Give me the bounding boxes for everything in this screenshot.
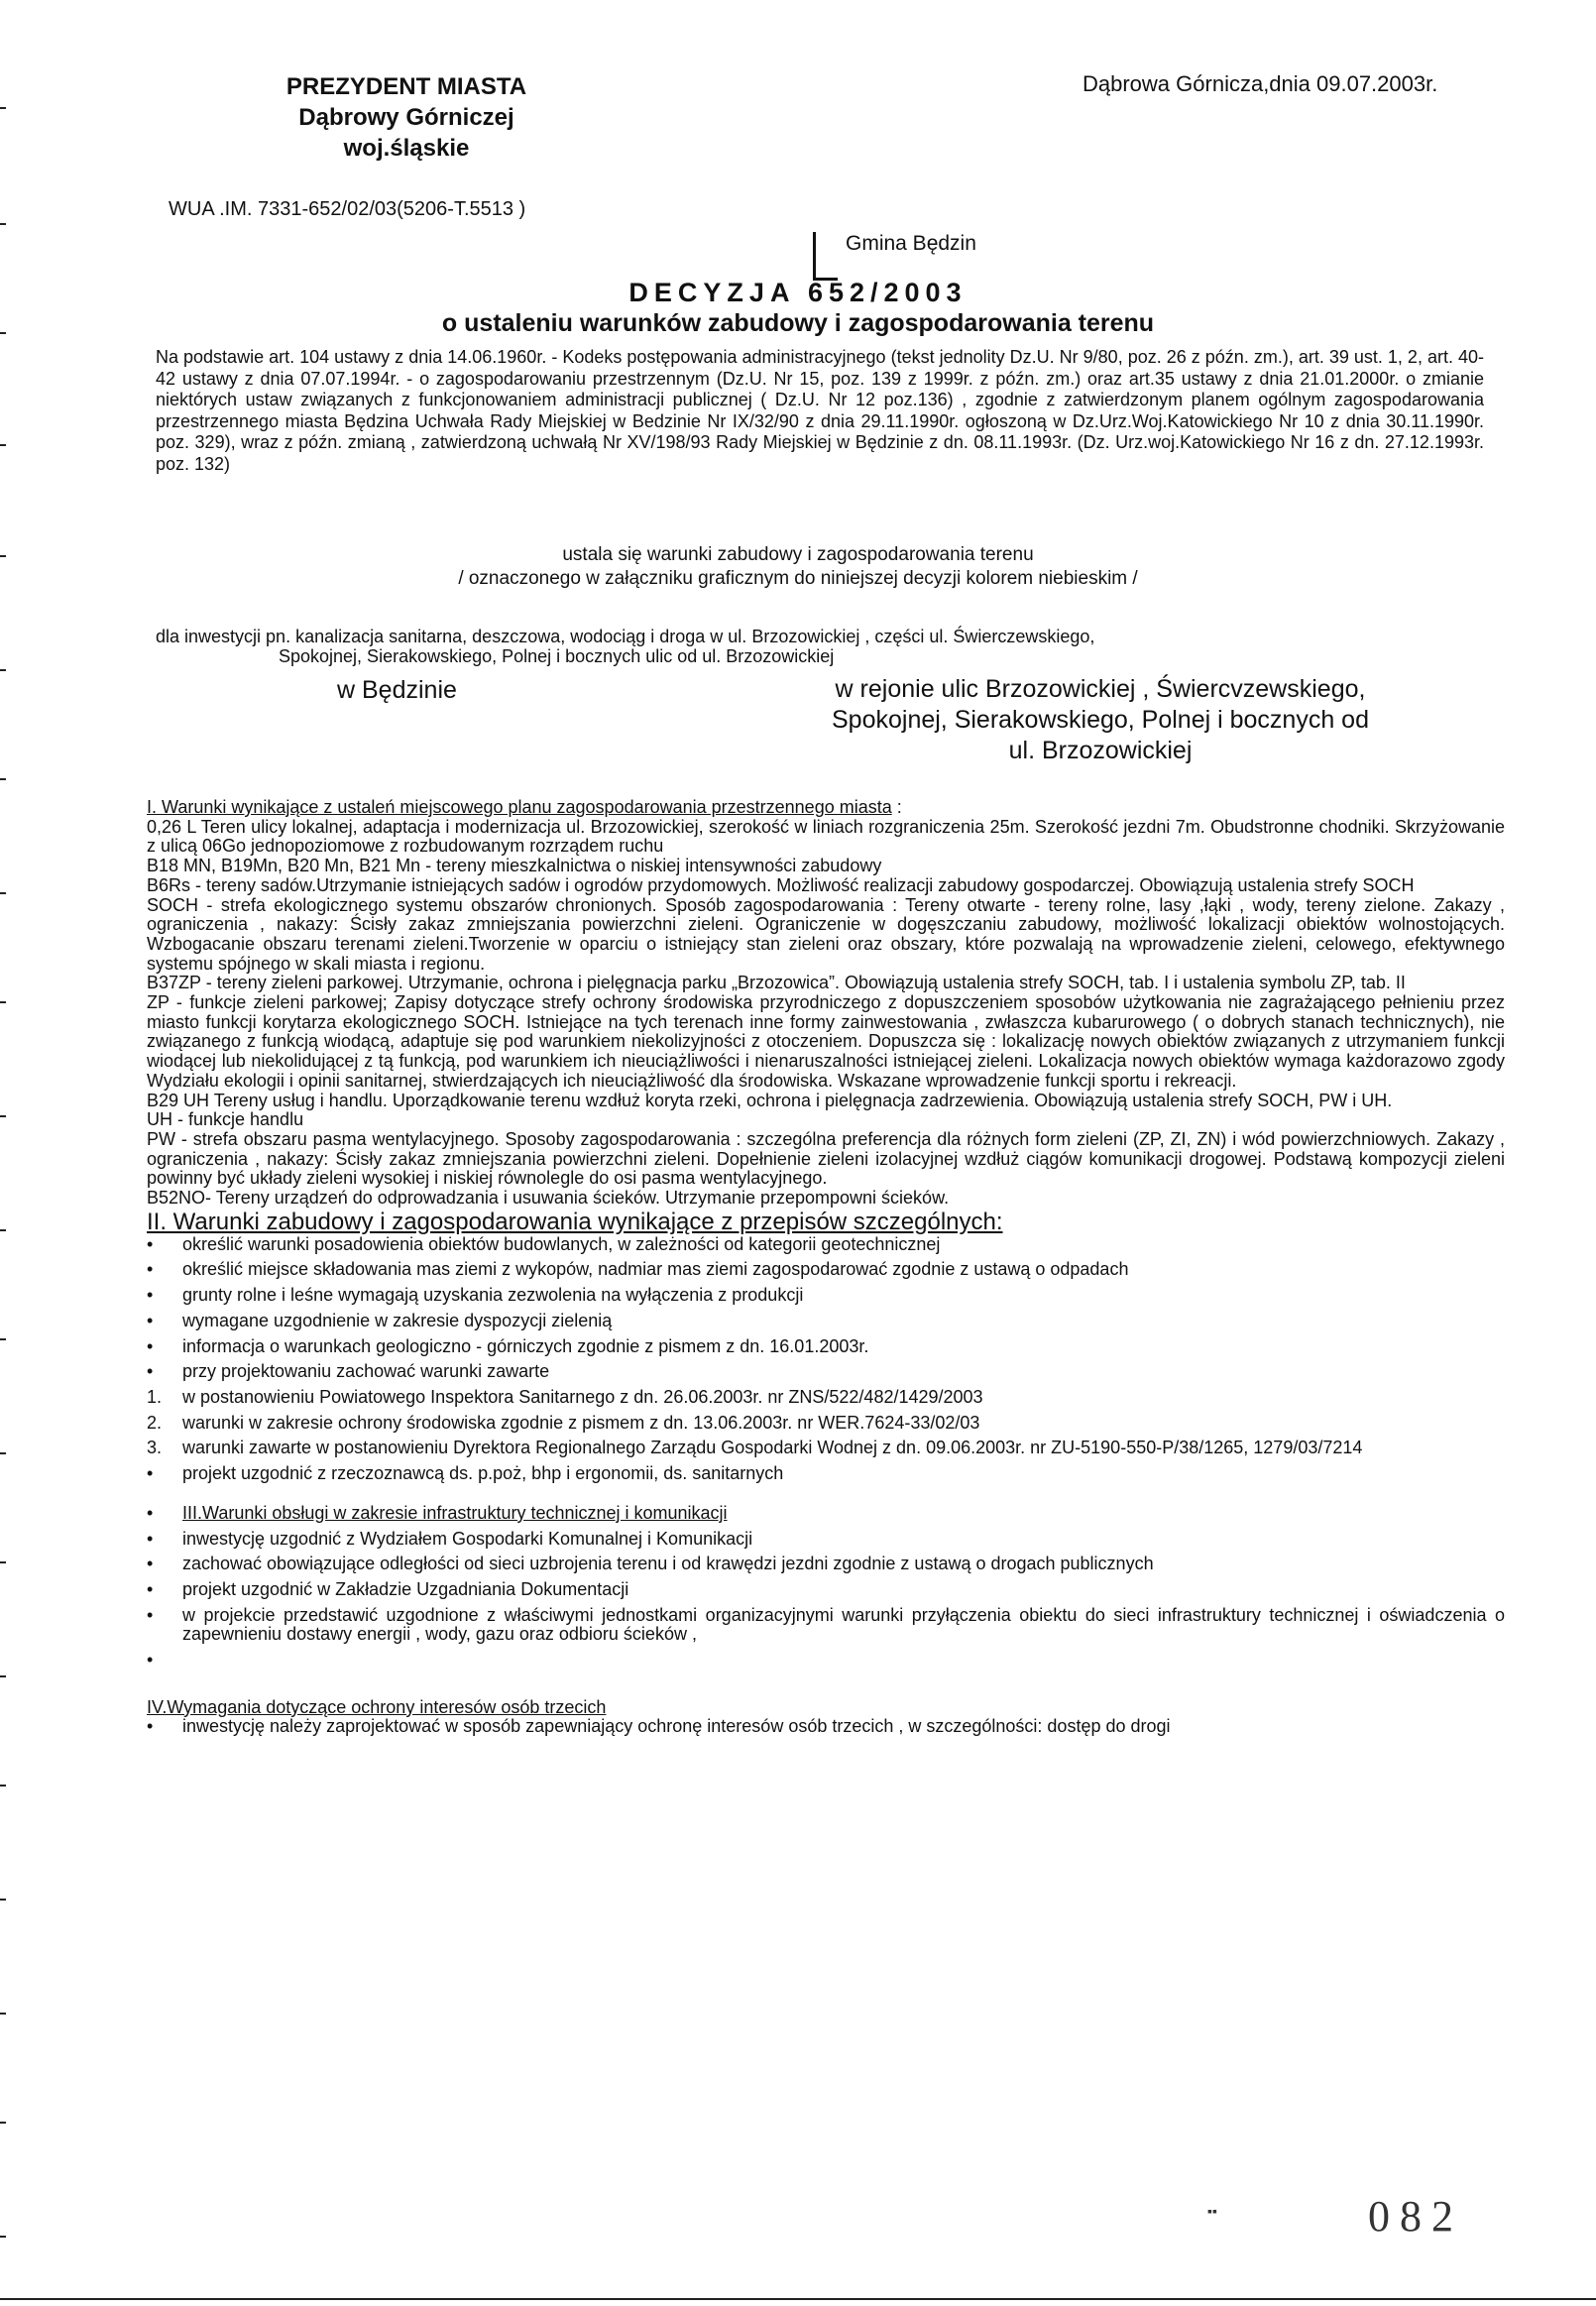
scan-edge-mark bbox=[0, 444, 6, 446]
numbered-item: 2. warunki w zakresie ochrony środowiska zgodnie z pismem z dn. 13.06.2003r. nr WER.7624-33/02/03 bbox=[147, 1412, 980, 1433]
section-4-title: IV.Wymagania dotyczące ochrony interesów osób trzecich bbox=[147, 1696, 607, 1717]
issuing-authority bbox=[188, 71, 625, 164]
list-item: • wymagane uzgodnienie w zakresie dyspozycji zielenią bbox=[147, 1312, 1505, 1331]
section-2 bbox=[147, 1209, 1505, 1484]
resolution-line-2: / oznaczonego w załączniku graficznym do niniejszej decyzji kolorem niebieskim / bbox=[458, 568, 1138, 589]
investment-city: w Będzinie bbox=[337, 676, 457, 704]
section-1-paragraph: B29 UH Tereny usług i handlu. Uporządkowanie terenu wzdłuż koryta rzeki, ochrona i pielęgnacja zadrzewienia. Obowiązują ustalenia strefy SOCH, PW i UH. bbox=[147, 1090, 1393, 1110]
scan-edge-mark bbox=[0, 1785, 6, 1787]
section-1-paragraph: B52NO- Tereny urządzeń do odprowadzania i usuwania ścieków. Utrzymanie przepompowni ścieków. bbox=[147, 1188, 950, 1209]
numbered-item: 3. warunki zawarte w postanowieniu Dyrektora Regionalnego Zarządu Gospodarki Wodnej z dn. 09.06.2003r. nr ZU-5190-550-P/38/1265, 1279/03/7214 bbox=[147, 1438, 1363, 1458]
scan-edge-mark bbox=[0, 778, 6, 780]
scan-edge-mark bbox=[0, 892, 6, 894]
list-item: • przy projektowaniu zachować warunki zawarte bbox=[147, 1362, 1505, 1382]
scan-edge-mark bbox=[0, 1561, 6, 1563]
scan-edge-mark bbox=[0, 555, 6, 557]
decision-title: DECYZJA 652/2003 bbox=[628, 278, 968, 307]
address-bracket-icon bbox=[813, 232, 838, 281]
list-item: • określić miejsce składowania mas ziemi z wykopów, nadmiar mas ziemi zagospodarować zgodnie z ustawą o odpadach bbox=[147, 1260, 1505, 1280]
investment-description bbox=[156, 627, 1345, 666]
list-item bbox=[147, 1651, 1505, 1671]
resolution bbox=[0, 543, 1596, 591]
place-and-date: Dąbrowa Górnicza,dnia 09.07.2003r. bbox=[1083, 71, 1438, 96]
list-item: • w projekcie przedstawić uzgodnione z właściwymi jednostkami organizacyjnymi warunki przyłączenia obiektu do sieci infrastruktury technicznej i oświadczenia o zapewnieniu dostawy energii , wody, gazu oraz odbioru ścieków , bbox=[147, 1606, 1505, 1645]
section-1 bbox=[147, 798, 1505, 1209]
list-item: • zachować obowiązujące odległości od sieci uzbrojenia terenu i od krawędzi jezdni zgodnie z ustawą o drogach publicznych bbox=[147, 1555, 1505, 1574]
section-1-paragraph: 0,26 L Teren ulicy lokalnej, adaptacja i modernizacja ul. Brzozowickiej, szerokość w liniach rozgraniczenia 25m. Szerokość jezdni 7m. Obudstronne chodniki. Skrzyżowanie z ulicą 06Go jednopoziomowe z rozbudowanym rozrządem ruchu bbox=[147, 816, 1505, 857]
section-1-paragraph: B6Rs - tereny sadów.Utrzymanie istniejących sadów i ogrodów przydomowych. Możliwość realizacji zabudowy gospodarczej. Obowiązują ustalenia strefy SOCH bbox=[147, 874, 1415, 895]
section-1-paragraph: ZP - funkcje zieleni parkowej; Zapisy dotyczące strefy ochrony środowiska przyrodniczego z dopuszczeniem sposobów użytkowania nie zagrażającego pełnieniu przez miasto funkcji korytarza ekologicznego SOCH. Istniejące na tych terenach inne formy zainwestowania , zwłaszcza kubarurowego ( o dobrych stanach technicznych), nie związanego z funkcją wiodącą, adaptuje się pod warunkiem niekolizyjności z otoczeniem. Dopuszcza się : lokalizację nowych obiektów związanych z utrzymaniem funkcji wiodącej lub niekolidującej z tą funkcją, pod warunkiem ich nieuciążliwości i nienaruszalności istniejącej zieleni. Lokalizacja nowych obiektów wymaga każdorazowo zgody Wydziału ekologii i opinii sanitarnej, stwierdzających ich nieuciążliwość dla środowiska. Wskazane wprowadzenie funkcji sportu i rekreacji. bbox=[147, 992, 1505, 1091]
legal-basis: Na podstawie art. 104 ustawy z dnia 14.06.1960r. - Kodeks postępowania administracyjnego (tekst jednolity Dz.U. Nr 9/80, poz. 26 z późn. zm.), art. 39 ust. 1, 2, art. 40-42 ustawy z dnia 07.07.1994r. - o zagospodarowaniu przestrzennym (Dz.U. Nr 15, poz. 139 z 1999r. z późn. zm.) oraz art.35 ustawy z dnia 21.01.2000r. o zmianie niektórych ustaw związanych z funkcjonowaniem administracji publicznej ( Dz.U. Nr 12 poz.136) , zgodnie z zatwierdzonym planem ogólnym zagospodarowania przestrzennego miasta Będzina Uchwała Rady Miejskiej w Bedzinie Nr IX/32/90 z dnia 29.11.1990r. ogłoszoną w Dz.Urz.Woj.Katowickiego Nr 10 z dnia 30.11.1990r. poz. 329), wraz z późn. zmianą , zatwierdzoną uchwałą Nr XV/198/93 Rady Miejskiej w Będzinie z dn. 08.11.1993r. (Dz. Urz.woj.Katowickiego Nr 16 z dn. 27.12.1993r. poz. 132) bbox=[156, 347, 1484, 474]
resolution-line-1: ustala się warunki zabudowy i zagospodarowania terenu bbox=[562, 544, 1034, 565]
region-line-3: ul. Brzozowickiej bbox=[1008, 737, 1193, 764]
scan-edge-mark bbox=[0, 1899, 6, 1901]
section-1-paragraph: SOCH - strefa ekologicznego systemu obszarów chronionych. Sposób zagospodarowania : Tereny otwarte - tereny rolne, lasy ,łąki , wody, tereny zielone. Zakazy , ograniczenia , nakazy: Ścisły zakaz zmniejszania powierzchni zieleni. Ograniczenie w dogęszczaniu zabudowy, możliwość lokalizacji obiektów wolnostojących. Wzbogacanie obszaru terenami zieleni.Tworzenie w oparciu o istniejący stan zieleni oraz obszary, które pozwalają na wprowadzenie zieleni, celowego, efektywnego systemu spójnego w skali miasta i regionu. bbox=[147, 894, 1505, 974]
section-2-bullets-after bbox=[147, 1464, 1505, 1484]
section-4 bbox=[147, 1698, 1505, 1737]
authority-line-2: Dąbrowy Górniczej bbox=[298, 104, 514, 131]
scan-edge-mark bbox=[0, 1001, 6, 1003]
investment-line-2: Spokojnej, Sierakowskiego, Polnej i bocznych ulic od ul. Brzozowickiej bbox=[279, 646, 835, 666]
section-2-bullets bbox=[147, 1235, 1505, 1382]
scan-edge-mark bbox=[0, 223, 6, 225]
decision-body bbox=[147, 798, 1505, 1743]
section-1-title: I. Warunki wynikające z ustaleń miejscowego planu zagospodarowania przestrzennego miasta : bbox=[147, 797, 902, 817]
numbered-item: 1. w postanowieniu Powiatowego Inspektora Sanitarnego z dn. 26.06.2003r. nr ZNS/522/482/1429/2003 bbox=[147, 1386, 983, 1407]
list-item: • grunty rolne i leśne wymagają uzyskania zezwolenia na wyłączenia z produkcji bbox=[147, 1286, 1505, 1306]
authority-line-3: woj.śląskie bbox=[343, 135, 470, 162]
section-2-numbered bbox=[147, 1388, 1505, 1458]
section-1-paragraph: B18 MN, B19Mn, B20 Mn, B21 Mn - tereny mieszkalnictwa o niskiej intensywności zabudowy bbox=[147, 856, 882, 876]
section-1-paragraph: PW - strefa obszaru pasma wentylacyjnego. Sposoby zagospodarowania : szczególna preferencja dla różnych form zieleni (ZP, ZI, ZN) i wód powierzchniowych. Zakazy , ograniczenia , nakazy: Ścisły zakaz zmniejszania powierzchni zieleni. Dopełnienie zieleni izolacyjnej wzdłuż ciągów komunikacji drogowej. Podstawą kompozycji zieleni powinny być układy zieleni wysokiej i niskiej równolegle do osi pasma wentylacyjnego. bbox=[147, 1128, 1505, 1189]
section-1-paragraph: B37ZP - tereny zieleni parkowej. Utrzymanie, ochrona i pielęgnacja parku „Brzozowica”. Obowiązują ustalenia strefy SOCH, tab. I i ustalenia symbolu ZP, tab. II bbox=[147, 973, 1406, 993]
list-item: • projekt uzgodnić z rzeczoznawcą ds. p.poż, bhp i ergonomii, ds. sanitarnych bbox=[147, 1464, 1505, 1484]
scan-edge-mark bbox=[0, 669, 6, 671]
section-1-paragraph: UH - funkcje handlu bbox=[147, 1109, 304, 1130]
list-item: • określić warunki posadowienia obiektów budowlanych, w zależności od kategorii geotechnicznej bbox=[147, 1235, 1505, 1255]
list-item: • informacja o warunkach geologiczno - górniczych zgodnie z pismem z dn. 16.01.2003r. bbox=[147, 1337, 1505, 1357]
authority-line-1: PREZYDENT MIASTA bbox=[285, 73, 527, 100]
scan-edge-mark bbox=[0, 1452, 6, 1454]
page-number: 082 bbox=[1368, 2192, 1463, 2241]
reference-number: WUA .IM. 7331-652/02/03(5206-T.5513 ) bbox=[169, 198, 526, 220]
investment-region bbox=[753, 674, 1447, 766]
addressee bbox=[813, 220, 976, 269]
scan-mark: ▪▪ bbox=[1207, 2203, 1217, 2219]
list-item: • inwestycję należy zaprojektować w sposób zapewniający ochronę interesów osób trzecich , w szczególności: dostęp do drogi bbox=[147, 1717, 1505, 1737]
list-item: • projekt uzgodnić w Zakładzie Uzgadniania Dokumentacji bbox=[147, 1580, 1505, 1600]
scan-edge-mark bbox=[0, 1229, 6, 1231]
section-3 bbox=[147, 1504, 1505, 1671]
scan-edge-mark bbox=[0, 2122, 6, 2124]
decision-subtitle: o ustaleniu warunków zabudowy i zagospodarowania terenu bbox=[441, 309, 1155, 337]
list-item: • inwestycję uzgodnić z Wydziałem Gospodarki Komunalnej i Komunikacji bbox=[147, 1530, 1505, 1550]
region-line-1: w rejonie ulic Brzozowickiej , Świercvzewskiego, bbox=[835, 675, 1366, 703]
scan-edge-mark bbox=[0, 1675, 6, 1677]
scan-edge-mark bbox=[0, 1338, 6, 1340]
investment-line-1: dla inwestycji pn. kanalizacja sanitarna, deszczowa, wodociąg i droga w ul. Brzozowickiej , części ul. Świerczewskiego, bbox=[156, 627, 1095, 646]
scan-edge-mark bbox=[0, 107, 6, 109]
addressee-name: Gmina Będzin bbox=[846, 232, 976, 256]
region-line-2: Spokojnej, Sierakowskiego, Polnej i bocznych od bbox=[832, 706, 1369, 734]
scan-edge-mark bbox=[0, 1115, 6, 1117]
page-bottom-edge bbox=[0, 2298, 1596, 2300]
scan-edge-mark bbox=[0, 2236, 6, 2238]
scan-edge-mark bbox=[0, 332, 6, 334]
section-3-title: • III.Warunki obsługi w zakresie infrastruktury technicznej i komunikacji bbox=[147, 1504, 1505, 1524]
section-2-title: II. Warunki zabudowy i zagospodarowania wynikające z przepisów szczególnych: bbox=[147, 1208, 1003, 1235]
scan-edge-mark bbox=[0, 2013, 6, 2015]
